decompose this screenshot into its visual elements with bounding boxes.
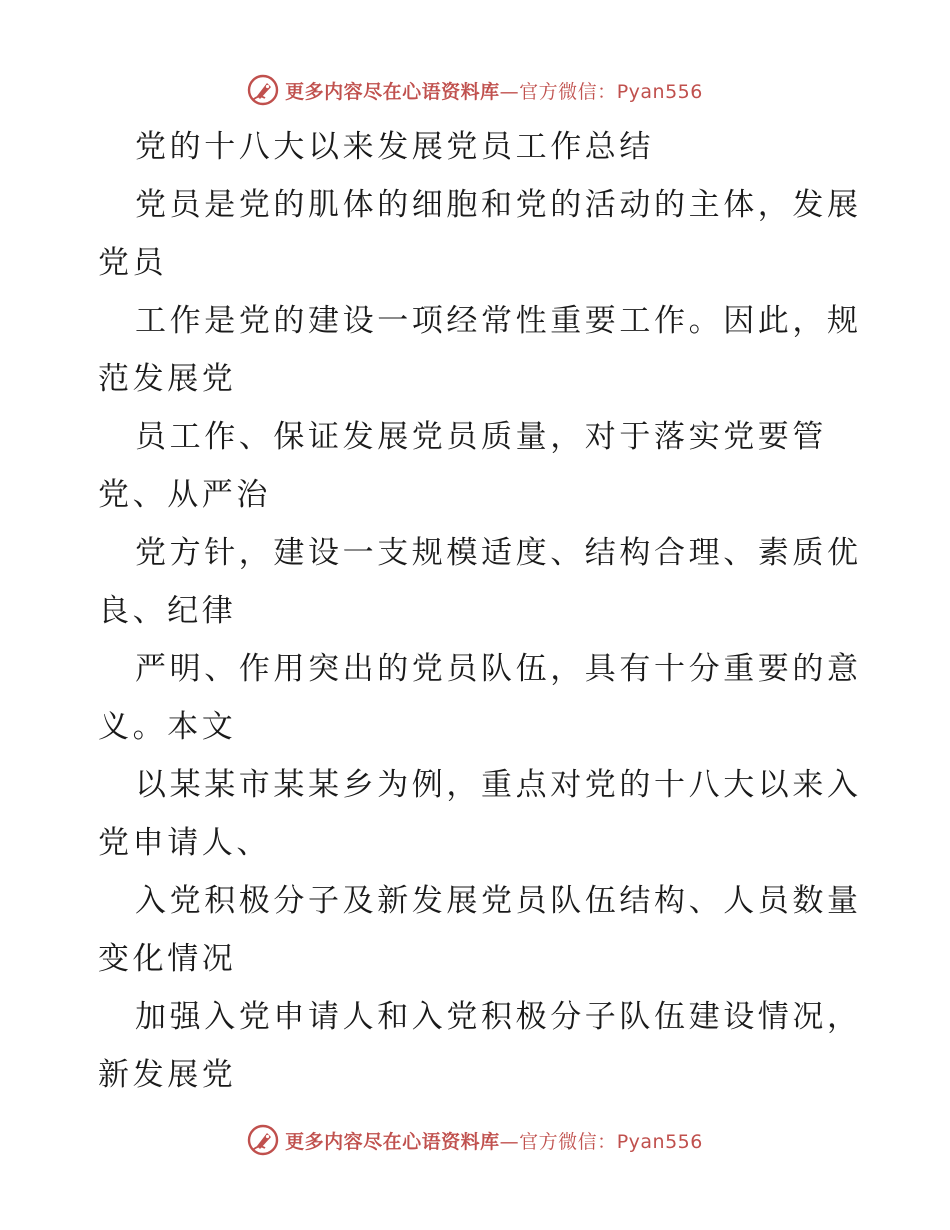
text-line: 变化情况 — [98, 941, 237, 977]
watermark-dash: — — [499, 1130, 520, 1153]
text-line: 良、纪律 — [98, 593, 237, 629]
text-line: 加强入党申请人和入党积极分子队伍建设情况， — [135, 999, 862, 1035]
watermark-text — [285, 1127, 703, 1154]
document-title: 党的十八大以来发展党员工作总结 — [135, 129, 654, 165]
watermark-text — [285, 77, 703, 104]
text-line: 党、从严治 — [98, 477, 271, 513]
watermark-brand: 更多内容尽在心语资料库 — [285, 80, 500, 103]
text-line: 党方针，建设一支规模适度、结构合理、素质优 — [135, 535, 862, 571]
pen-nib-icon — [247, 1124, 279, 1156]
text-line: 新发展党 — [98, 1057, 237, 1093]
text-line: 员工作、保证发展党员质量，对于落实党要管 — [135, 419, 827, 455]
text-line: 以某某市某某乡为例，重点对党的十八大以来入 — [135, 767, 862, 803]
watermark-dash: — — [499, 80, 520, 103]
watermark-brand: 更多内容尽在心语资料库 — [285, 1130, 500, 1153]
text-line: 义。本文 — [98, 709, 237, 745]
text-line: 党员 — [98, 245, 168, 281]
text-line: 党申请人、 — [98, 825, 271, 861]
text-line: 入党积极分子及新发展党员队伍结构、人员数量 — [135, 883, 862, 919]
watermark-wechat-label: 官方微信： — [519, 1130, 617, 1153]
text-line: 范发展党 — [98, 361, 237, 397]
watermark-wechat-id: Pyan556 — [616, 1130, 703, 1153]
watermark-wechat-id: Pyan556 — [616, 80, 703, 103]
footer-watermark — [0, 1120, 950, 1160]
header-watermark — [0, 70, 950, 110]
text-line: 严明、作用突出的党员队伍，具有十分重要的意 — [135, 651, 862, 687]
pen-nib-icon — [247, 74, 279, 106]
text-line: 工作是党的建设一项经常性重要工作。因此，规 — [135, 303, 862, 339]
watermark-wechat-label: 官方微信： — [519, 80, 617, 103]
text-line: 党员是党的肌体的细胞和党的活动的主体，发展 — [135, 187, 862, 223]
